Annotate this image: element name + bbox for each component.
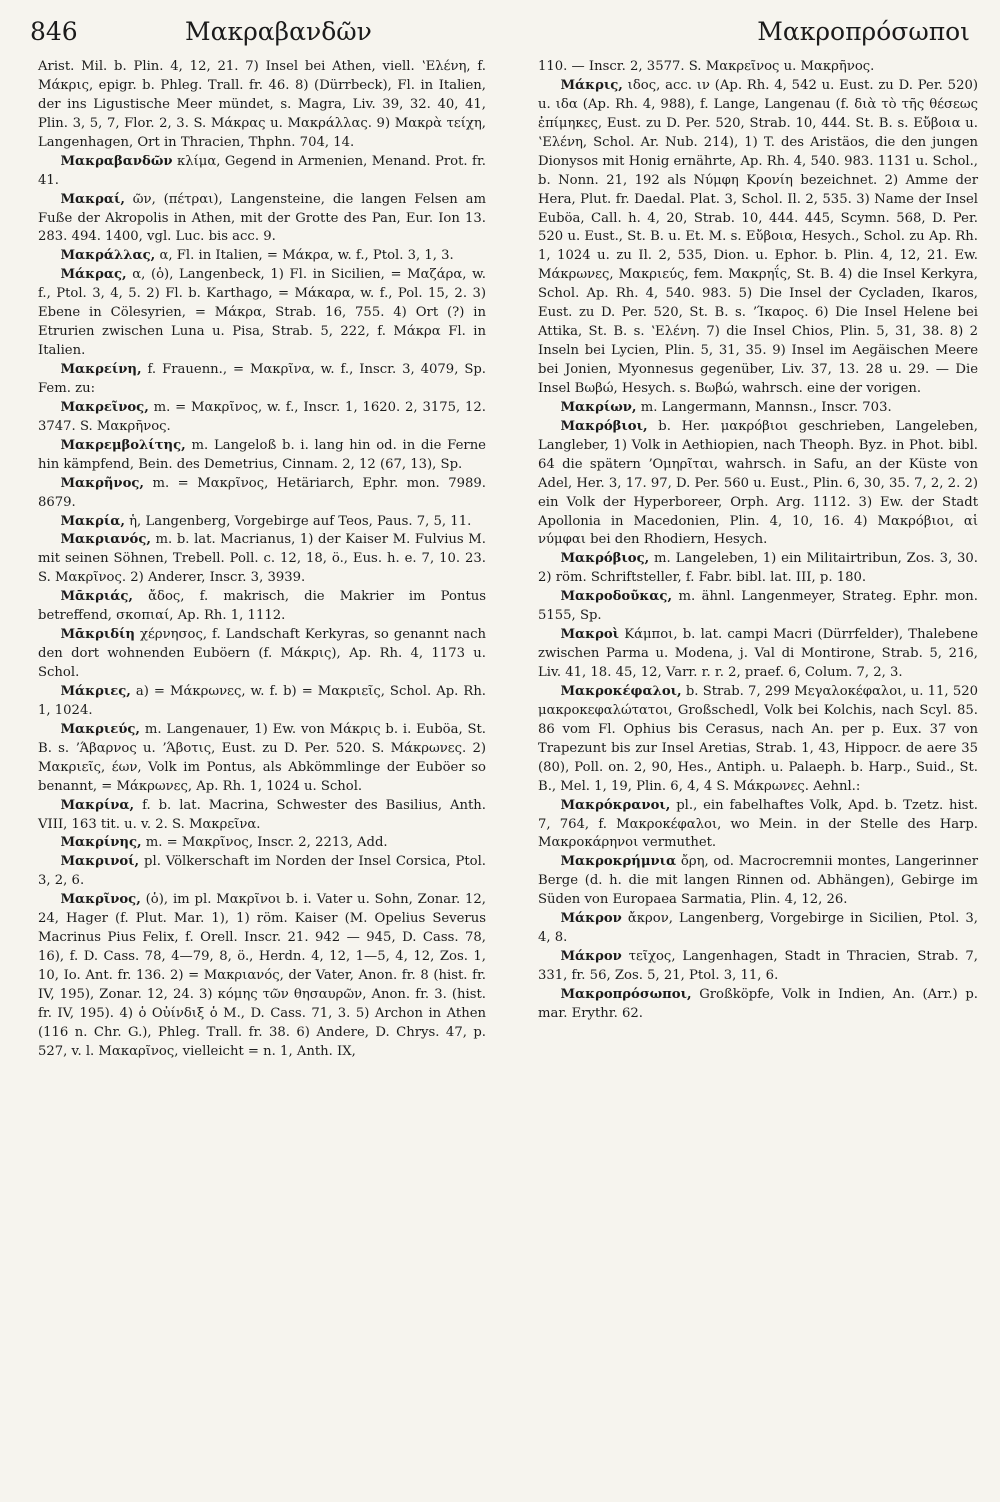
dictionary-entry xyxy=(38,531,486,588)
entry-headword: Μακριεύς, xyxy=(60,721,141,737)
entry-headword: Μακρεῖνος, xyxy=(60,399,149,415)
page-number: 846 xyxy=(30,17,78,46)
dictionary-entry xyxy=(38,399,486,437)
entry-headword: Μάκρον xyxy=(560,911,622,927)
dictionary-entry xyxy=(538,550,978,588)
dictionary-entry xyxy=(38,834,486,853)
entry-text: (ὁ), im pl. Μακρῖνοι b. i. Vater u. Sohn, Zonar. 12, 24, Hager (f. Plut. Mar. 1), 1) röm. Kaiser (M. Opelius Severus Macrinus Pius Felix, f. Orell. Inscr. 21. 942 — 945, D. Cass. 78, 16), f. D. Cass. 78, 4—79, 8, ö., Herdn. 4, 12, 1—5, 4, 12, Zos. 1, 10, Io. Ant. fr. 136. 2) = Μακριανός, der Vater, Anon. fr. 8 (hist. fr. IV, 195), Zonar. 12, 24. 3) κόμης τῶν θησαυρῶν, Anon. fr. 3. (hist. fr. IV, 195). 4) ὁ Οὐίνδιξ ὁ Μ., D. Cass. 71, 3. 5) Archon in Athen (116 n. Chr. G.), Phleg. Trall. fr. 38. 6) Andere, D. Chrys. 47, p. 527, v. l. Μακαρῖνος, vielleicht = n. 1, Anth. IX, xyxy=(38,892,486,1059)
dictionary-entry xyxy=(38,891,486,1061)
entry-text: Großköpfe, Volk in Indien, An. (Arr.) p. mar. Erythr. 62. xyxy=(538,986,978,1021)
dictionary-entry xyxy=(538,418,978,551)
entry-headword: Μακροπρόσωποι, xyxy=(560,986,692,1002)
dictionary-entry xyxy=(38,153,486,191)
entry-headword: Μακραί, xyxy=(60,191,125,207)
entry-headword: Μακρόβιος, xyxy=(560,551,650,567)
entry-text: τεῖχος, Langenhagen, Stadt in Thracien, Strab. 7, 331, fr. 56, Zos. 5, 21, Ptol. 3, 11, 6. xyxy=(538,949,978,983)
dictionary-entry xyxy=(38,513,486,532)
entry-text: f. Frauenn., = Μακρῖνα, w. f., Inscr. 3, 4079, Sp. Fem. zu: xyxy=(38,362,486,396)
entry-headword: Μακριανός, xyxy=(60,532,151,548)
dictionary-entry xyxy=(538,58,978,77)
entry-headword: Μακρῖνος, xyxy=(60,892,141,908)
dictionary-entry xyxy=(538,910,978,948)
entry-text: m. Langeloß b. i. lang hin od. in die Ferne hin kämpfend, Bein. des Demetrius, Cinnam. 2, 12 (67, 13), Sp. xyxy=(38,437,486,472)
entry-text: m. Langenauer, 1) Ew. von Μάκρις b. i. Euböa, St. B. s. ʼΆβαρνος u. ʼΆβοτις, Eust. zu D. Per. 520. S. Μάκρωνες. 2) Μακριεῖς, έων, Volk im Pontus, als Abkömmlinge der Euböer so benannt, = Μάκρωνες, Ap. Rh. 1, 1024 u. Schol. xyxy=(38,721,486,794)
dictionary-entry xyxy=(38,721,486,797)
entry-text: m. ähnl. Langenmeyer, Strateg. Ephr. mon. 5155, Sp. xyxy=(538,589,978,624)
entry-headword: Μακρόκρανοι, xyxy=(560,797,671,813)
dictionary-entry xyxy=(38,853,486,891)
entry-headword: Μάκριες, xyxy=(60,683,131,699)
entry-text: ἄκρον, Langenberg, Vorgebirge in Sicilien, Ptol. 3, 4, 8. xyxy=(538,911,978,946)
dictionary-entry xyxy=(38,588,486,626)
entry-headword: Μακρίνης, xyxy=(60,835,142,851)
entry-headword: Μάκρις, xyxy=(560,77,623,93)
entry-text: α, (ὁ), Langenbeck, 1) Fl. in Sicilien, = Μαζάρα, w. f., Ptol. 3, 4, 5. 2) Fl. b. Karthago, = Μάκαρα, w. f., Pol. 15, 2. 3) Ebene in Cölesyrien, = Μάκρα, Strab. 16, 755. 4) Ort (?) in Etrurien zwischen Luna u. Pisa, Strab. 5, 222, f. Μάκρα Fl. in Italien. xyxy=(38,267,486,359)
entry-text: χέρνησος, f. Landschaft Kerkyras, so genannt nach den dort wohnenden Euböern (f. Μάκρις), Ap. Rh. 4, 1173 u. Schol. xyxy=(38,627,486,680)
entry-text: α, Fl. in Italien, = Μάκρα, w. f., Ptol. 3, 1, 3. xyxy=(155,248,454,264)
entry-headword: Μακρεμβολίτης, xyxy=(60,437,186,453)
entry-text: ῶν, (πέτραι), Langensteine, die langen Felsen am Fuße der Akropolis in Athen, mit der Grotte des Pan, Eur. Ion 13. 283. 494. 1400, vgl. Luc. bis acc. 9. xyxy=(38,191,486,245)
entry-text: κλίμα, Gegend in Armenien, Menand. Prot. fr. 41. xyxy=(38,153,486,188)
entry-text: m. Langeleben, 1) ein Militairtribun, Zos. 3, 30. 2) röm. Schriftsteller, f. Fabr. bibl. lat. III, p. 180. xyxy=(538,551,978,586)
entry-headword: Μακρινοί, xyxy=(60,854,140,870)
entry-text: 110. — Inscr. 2, 3577. S. Μακρεῖνος u. Μακρῆνος. xyxy=(538,59,875,74)
dictionary-entry xyxy=(538,683,978,797)
entry-headword: Μακρίνα, xyxy=(60,797,135,813)
dictionary-entry xyxy=(38,361,486,399)
dictionary-entry xyxy=(38,475,486,513)
dictionary-entry xyxy=(38,683,486,721)
entry-headword: Μακροκέφαλοι, xyxy=(560,683,682,699)
entry-headword: Μακρόβιοι, xyxy=(560,418,648,434)
entry-headword: Μακρίων, xyxy=(560,399,637,415)
dictionary-entry xyxy=(538,797,978,854)
dictionary-entry xyxy=(538,626,978,683)
dictionary-entry xyxy=(538,853,978,910)
entry-headword: Μακροδοῦκας, xyxy=(560,589,673,605)
entry-text: Arist. Mil. b. Plin. 4, 12, 21. 7) Insel bei Athen, viell. ʽΕλένη, f. Μάκρις, epigr. b. Phleg. Trall. fr. 46. 8) (Dürrbeck), Fl. in Italien, der ins Ligustische Meer mündet, s. Magra, Liv. 39, 32. 40, 41, Plin. 3, 5, 7, Flor. 2, 3. S. Μάκρας u. Μακράλλας. 9) Μακρὰ τείχη, Langenhagen, Ort in Thracien, Thphn. 704, 14. xyxy=(38,59,486,150)
entry-text: m. Langermann, Mannsn., Inscr. 703. xyxy=(636,399,892,415)
page-header xyxy=(30,14,970,50)
dictionary-entry xyxy=(538,77,978,399)
dictionary-entry xyxy=(38,58,486,153)
dictionary-entry xyxy=(38,247,486,266)
right-running-head: Μακροπρόσωποι xyxy=(757,17,970,46)
entry-text: ιδος, acc. ιν (Ap. Rh. 4, 542 u. Eust. zu D. Per. 520) u. ιδα (Ap. Rh. 4, 988), f. Lange, Langenau (f. διὰ τὸ τῆς θέσεως ἐπίμηκες, Eust. zu D. Per. 520, Strab. 10, 444. St. B. s. Εὔβοια u. ʽΕλένη, Schol. Ar. Nub. 214), 1) T. des Aristäos, die den jungen Dionysos mit Honig ernährte, Ap. Rh. 4, 540. 983. 1131 u. Schol., b. Nonn. 21, 192 als Νύμφη Κρονίη bezeichnet. 2) Amme der Hera, Plut. fr. Daedal. Plat. 3, Schol. Il. 2, 535. 3) Name der Insel Euböa, Call. h. 4, 20, Strab. 10, 444. 445, Scymn. 568, D. Per. 520 u. Eust., St. B. u. Et. M. s. Εὔβοια, Hesych., Schol. zu Ap. Rh. 1, 1024 u. zu Il. 2, 535, Dion. u. Ephor. b. Plin. 4, 12, 21. Ew. Μάκρωνες, Μακριεύς, fem. Μακρηΐς, St. B. 4) die Insel Kerkyra, Schol. Ap. Rh. 4, 540. 983. 5) Die Insel der Cycladen, Ikaros, Eust. zu D. Per. 520, St. B. s. ʼΊκαρος. 6) Die Insel Helene bei Attika, St. B. s. ʽΕλένη. 7) die Insel Chios, Plin. 5, 31, 38. 8) 2 Inseln bei Lycien, Plin. 5, 31, 35. 9) Insel im Aegäischen Meere bei Jonien, Myonnesus gegenüber, Liv. 37, 13. 28 u. 29. — Die Insel Βωβώ, Hesych. s. Βωβώ, wahrsch. eine der vorigen. xyxy=(538,77,978,396)
entry-text: f. b. lat. Macrina, Schwester des Basilius, Anth. VIII, 163 tit. u. v. 2. S. Μακρεῖνα. xyxy=(38,797,486,832)
entry-headword: Μᾱκριδίη xyxy=(60,627,135,643)
entry-headword: Μακρῆνος, xyxy=(60,475,144,491)
entry-headword: Μᾱκριάς, xyxy=(60,589,133,605)
dictionary-entry xyxy=(538,948,978,986)
dictionary-entry xyxy=(538,399,978,418)
entry-text: m. = Μακρῖνος, Hetäriarch, Ephr. mon. 7989. 8679. xyxy=(38,475,486,510)
entry-text: b. Her. μακρόβιοι geschrieben, Langeleben, Langleber, 1) Volk in Aethiopien, nach Theoph. Byz. in Phot. bibl. 64 die spätern ʼΟμηρῖται, wahrsch. in Safu, an der Küste von Adel, Her. 3, 17. 97, D. Per. 560 u. Eust., Plin. 6, 30, 35. 7, 2, 2. 2) ein Volk der Hyperboreer, Orph. Arg. 1112. 3) Ew. der Stadt Apollonia in Macedonien, Plin. 4, 10, 16. 4) Μακρόβιοι, αἱ νύμφαι bei den Rhodiern, Hesych. xyxy=(538,418,978,548)
entry-text: a) = Μάκρωνες, w. f. b) = Μακριεῖς, Schol. Ap. Rh. 1, 1024. xyxy=(38,683,486,718)
entry-text: pl., ein fabelhaftes Volk, Apd. b. Tzetz. hist. 7, 764, f. Μακροκέφαλοι, wo Mein. in der Stelle des Harp. Μακροκάρηνοι vermuthet. xyxy=(538,797,978,851)
entry-text: b. Strab. 7, 299 Μεγαλοκέφαλοι, u. 11, 520 μακροκεφαλώτατοι, Großschedl, Volk bei Kolchis, nach Scyl. 85. 86 vom Fl. Ophius bis Cerasus, nach An. per p. Eux. 37 von Trapezunt bis zur Insel Aretias, Strab. 1, 43, Hippocr. de aere 35 (80), Poll. on. 2, 90, Hes., Antiph. u. Palaeph. b. Harp., Suid., St. B., Mel. 1, 19, Plin. 6, 4, 4 S. Μάκρωνες. Aehnl.: xyxy=(538,683,978,794)
entry-text: pl. Völkerschaft im Norden der Insel Corsica, Ptol. 3, 2, 6. xyxy=(38,854,486,889)
entry-text: ἄδος, f. makrisch, die Makrier im Pontus betreffend, σκοπιαί, Ap. Rh. 1, 1112. xyxy=(38,589,486,624)
entry-text: ἡ, Langenberg, Vorgebirge auf Teos, Paus. 7, 5, 11. xyxy=(124,513,472,529)
dictionary-entry xyxy=(38,437,486,475)
entry-text: m. = Μακρῖνος, w. f., Inscr. 1, 1620. 2, 3175, 12. 3747. S. Μακρῆνος. xyxy=(38,399,486,434)
dictionary-entry xyxy=(38,626,486,683)
left-column xyxy=(38,58,486,1062)
entry-headword: Μακροκρήμνια xyxy=(560,854,677,870)
dictionary-entry xyxy=(38,191,486,248)
left-running-head: Μακραβανδῶν xyxy=(185,17,372,46)
entry-headword: Μακροὶ xyxy=(560,627,620,643)
entry-headword: Μάκρον xyxy=(560,949,622,965)
entry-headword: Μακρία, xyxy=(60,513,125,529)
entry-headword: Μακράλλας, xyxy=(60,248,156,264)
dictionary-entry xyxy=(38,797,486,835)
entry-text: m. = Μακρῖνος, Inscr. 2, 2213, Add. xyxy=(141,835,388,851)
dictionary-entry xyxy=(538,588,978,626)
dictionary-entry xyxy=(538,986,978,1024)
entry-text: m. b. lat. Macrianus, 1) der Kaiser M. Fulvius M. mit seinen Söhnen, Trebell. Poll. c. 12, 18, ö., Eus. h. e. 7, 10. 23. S. Μακρῖνος. 2) Anderer, Inscr. 3, 3939. xyxy=(38,532,486,586)
entry-headword: Μακραβανδῶν xyxy=(60,153,173,169)
right-column xyxy=(538,58,978,1024)
entry-text: Κάμποι, b. lat. campi Macri (Dürrfelder), Thalebene zwischen Parma u. Modena, j. Val di Montirone, Strab. 5, 216, Liv. 41, 18. 45, 12, Varr. r. r. 2, praef. 6, Colum. 7, 2, 3. xyxy=(538,627,978,680)
dictionary-entry xyxy=(38,266,486,361)
entry-text: ὄρη, od. Macrocremnii montes, Langerinner Berge (d. h. die mit langen Rinnen od. Abhängen), Gebirge im Süden von Europaea Sarmatia, Plin. 4, 12, 26. xyxy=(538,854,978,908)
entry-headword: Μακρείνη, xyxy=(60,362,142,377)
entry-headword: Μάκρας, xyxy=(60,267,127,283)
